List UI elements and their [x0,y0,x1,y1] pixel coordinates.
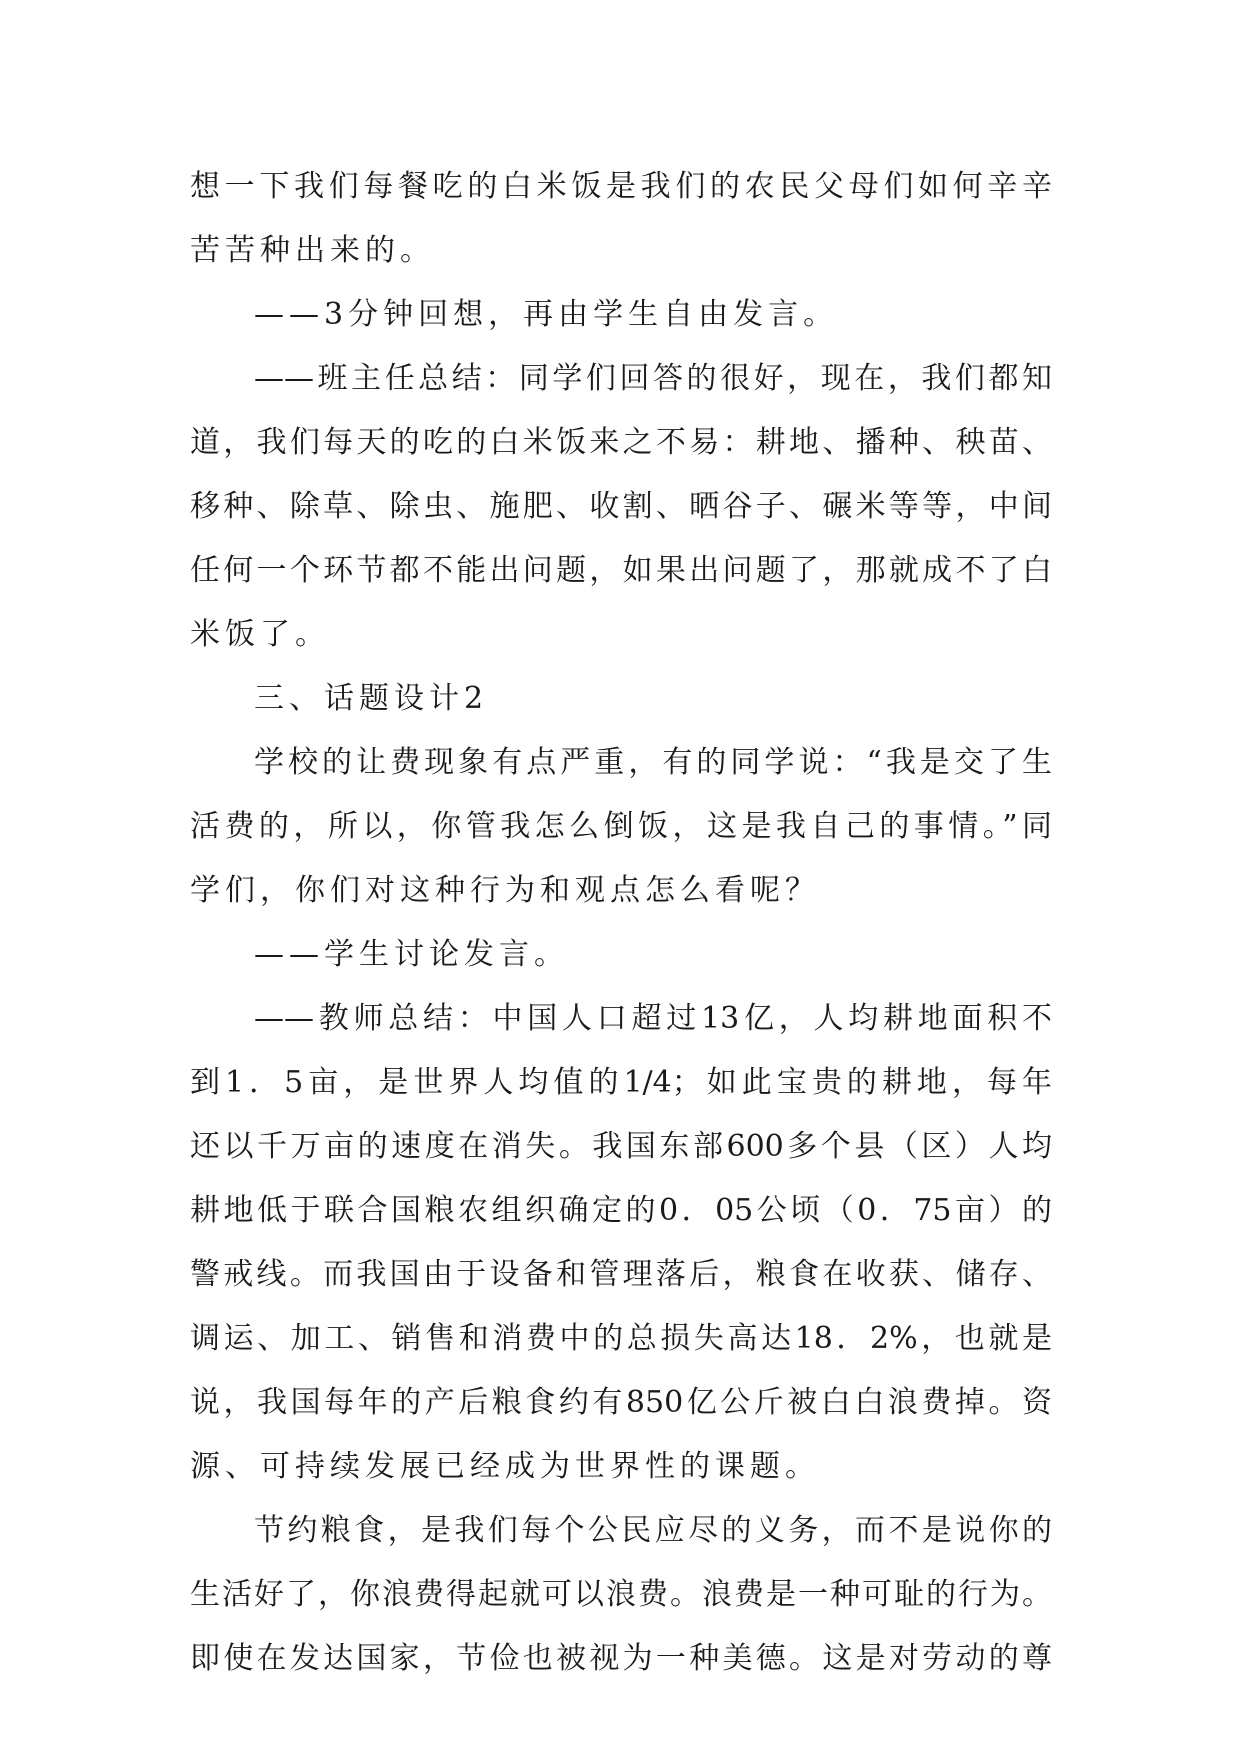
text-line: 移种、除草、除虫、施肥、收割、晒谷子、碾米等等，中间 [190,489,1052,524]
text-line: 苦苦种出来的。 [190,233,435,268]
text-line: 学们，你们对这种行为和观点怎么看呢？ [190,873,820,908]
text-line: 道，我们每天的吃的白米饭来之不易：耕地、播种、秧苗、 [190,425,1052,460]
text-line: 源、可持续发展已经成为世界性的课题。 [190,1449,820,1484]
text-line: ——学生讨论发言。 [254,937,569,972]
document-body [190,155,1052,1691]
text-line: 耕地低于联合国粮农组织确定的0．05公顷（0．75亩）的 [190,1193,1052,1228]
text-line: ——教师总结：中国人口超过13亿，人均耕地面积不 [254,1001,1052,1036]
text-line: 说，我国每年的产后粮食约有850亿公斤被白白浪费掉。资 [190,1385,1052,1420]
text-line: 米饭了。 [190,617,330,652]
text-line: 想一下我们每餐吃的白米饭是我们的农民父母们如何辛辛 [190,169,1052,204]
text-line: ——3分钟回想，再由学生自由发言。 [254,297,839,332]
text-line: 警戒线。而我国由于设备和管理落后，粮食在收获、储存、 [190,1257,1052,1292]
text-line: 调运、加工、销售和消费中的总损失高达18．2%，也就是 [190,1321,1052,1356]
text-line: 任何一个环节都不能出问题，如果出问题了，那就成不了白 [190,553,1052,588]
text-line: 学校的让费现象有点严重，有的同学说：“我是交了生 [254,745,1052,780]
text-line: ——班主任总结：同学们回答的很好，现在，我们都知 [254,361,1052,396]
section-heading: 三、话题设计2 [254,681,489,716]
text-line: 还以千万亩的速度在消失。我国东部600多个县（区）人均 [190,1129,1052,1164]
text-line: 即使在发达国家，节俭也被视为一种美德。这是对劳动的尊 [190,1641,1052,1676]
text-line: 活费的，所以，你管我怎么倒饭，这是我自己的事情。”同 [190,809,1052,844]
text-line: 节约粮食，是我们每个公民应尽的义务，而不是说你的 [254,1513,1052,1548]
text-line: 生活好了，你浪费得起就可以浪费。浪费是一种可耻的行为。 [190,1577,1052,1612]
text-line: 到1．5亩，是世界人均值的1/4；如此宝贵的耕地，每年 [190,1065,1052,1100]
